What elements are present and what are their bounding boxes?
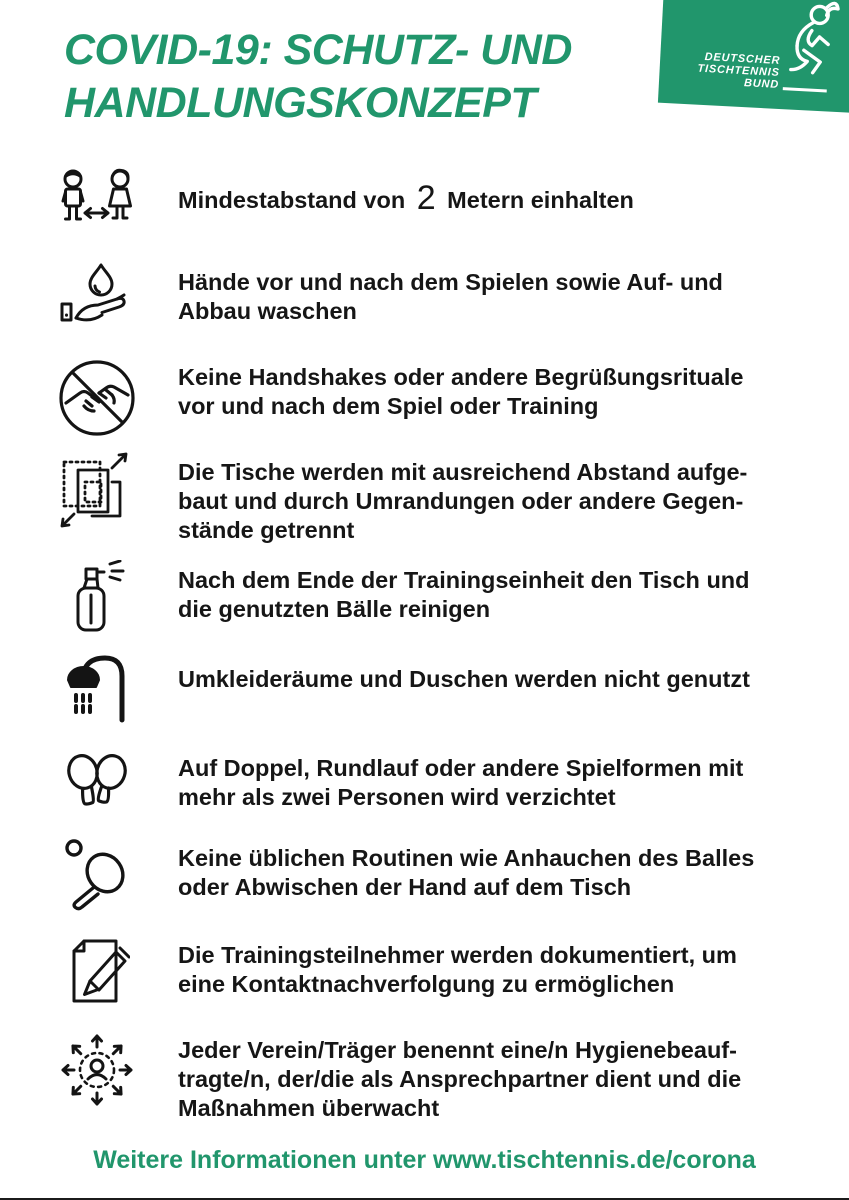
rule-text: Die Tische werden mit ausreichend Abstand aufge- baut und durch Umrandungen oder andere Gegen- stände getrennt [178, 459, 748, 543]
footer-info-text: Weitere Informationen unter www.tischtennis.de/corona [93, 1146, 756, 1174]
rule-text: Keine üblichen Routinen wie Anhauchen des Balles oder Abwischen der Hand auf dem Tisch [178, 845, 755, 900]
two-paddles-icon [55, 748, 139, 816]
rule-item [55, 560, 800, 650]
dttb-logo-line2: TISCHTENNIS [697, 62, 780, 79]
distance-value: 2 [416, 179, 436, 217]
dttb-logo [658, 0, 849, 113]
rules-list [55, 168, 800, 1123]
rule-text: Mindestabstand von 2 Metern einhalten [178, 179, 634, 217]
table-spacing-icon [55, 452, 139, 530]
document-pencil-icon [55, 935, 139, 1007]
rule-item [55, 838, 800, 935]
rule-text: Die Trainingsteilnehmer werden dokumentiert, um eine Kontaktnachverfolgung zu ermöglichen [178, 942, 737, 997]
shower-icon [55, 650, 139, 724]
rule-text: Umkleideräume und Duschen werden nicht genutzt [178, 666, 750, 692]
wash-hands-icon [59, 262, 135, 328]
rule-text: Auf Doppel, Rundlauf oder andere Spielformen mit mehr als zwei Personen wird verzichtet [178, 755, 744, 810]
wash-hands-icon [55, 262, 139, 328]
rule-item [55, 1030, 800, 1123]
no-handshake-icon [56, 357, 138, 439]
rule-item [55, 452, 800, 560]
people-distance-icon [55, 168, 139, 234]
spray-bottle-icon [66, 560, 128, 634]
people-distance-icon [57, 168, 137, 234]
dttb-logo-line1: DEUTSCHER [704, 51, 781, 67]
rule-item [55, 748, 800, 838]
hygiene-officer-icon [55, 1030, 139, 1110]
paddle-ball-icon [62, 838, 132, 912]
no-handshake-icon [55, 357, 139, 439]
table-tennis-player-icon [756, 0, 849, 105]
shower-icon [64, 650, 130, 724]
hygiene-officer-icon [57, 1030, 137, 1110]
spray-bottle-icon [55, 560, 139, 634]
dttb-logo-line3: BUND [743, 77, 780, 91]
rule-item [55, 935, 800, 1030]
rule-text: Hände vor und nach dem Spielen sowie Auf- und Abbau waschen [178, 269, 723, 324]
two-paddles-icon [57, 748, 137, 816]
page-title [64, 24, 664, 130]
rule-item [55, 262, 800, 357]
paddle-ball-icon [55, 838, 139, 912]
table-spacing-icon [58, 452, 136, 530]
rule-text: Nach dem Ende der Trainingseinheit den Tisch und die genutzten Bälle reinigen [178, 567, 750, 622]
page-title-line1: COVID-19: SCHUTZ- UND [64, 26, 572, 74]
page-title-line2: HANDLUNGSKONZEPT [64, 79, 537, 127]
rule-item [55, 168, 800, 262]
rule-item [55, 357, 800, 452]
rule-text: Jeder Verein/Träger benennt eine/n Hygienebeauf- tragte/n, der/die als Ansprechpartner dient und die Maßnahmen überwacht [178, 1037, 742, 1121]
document-pencil-icon [64, 935, 130, 1007]
rule-text: Keine Handshakes oder andere Begrüßungsrituale vor und nach dem Spiel oder Training [178, 364, 744, 419]
rule-item [55, 650, 800, 748]
